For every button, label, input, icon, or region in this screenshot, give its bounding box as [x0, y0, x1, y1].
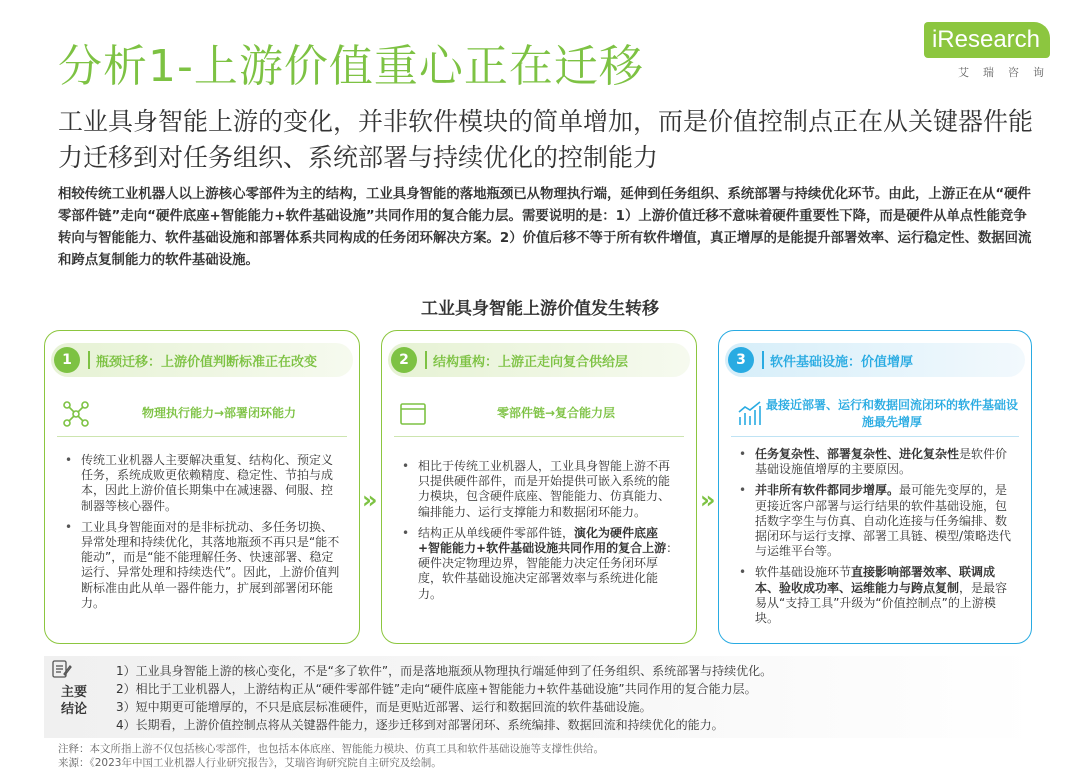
- bullet-item: • 工业具身智能面对的是非标扰动、多任务切换、异常处理和持续优化，其落地瓶颈不再只是“能不能动”，而是“能不能理解任务、快速部署、稳定运行、异常处理和持续迭代”。因此，上游价值判断标准由此从单一器件能力，扩展到部署闭环能力。: [65, 520, 343, 611]
- bullet-list: [739, 447, 1015, 632]
- conclusion-list: [116, 662, 772, 734]
- column-subheading: 最接近部署、运行和数据回流闭环的软件基础设施最先增厚: [765, 397, 1018, 429]
- column-subheading: 零部件链→复合能力层: [496, 406, 616, 420]
- step-number: 3: [728, 347, 754, 373]
- section-title: 工业具身智能上游价值发生转移: [421, 299, 659, 319]
- divider: [425, 351, 427, 369]
- bullet-item: • 传统工业机器人主要解决重复、结构化、预定义任务，系统成败更依赖精度、稳定性、节拍与成本，因此上游价值长期集中在减速器、伺服、控制器等核心器件。: [65, 453, 343, 514]
- column-subheader: [731, 391, 1019, 437]
- double-chevron-icon: »: [362, 486, 378, 514]
- column-header: [51, 343, 353, 377]
- logo-brand: iResearch: [924, 22, 1050, 58]
- bullet-text: 是软件价基础设施值增厚的主要原因。: [755, 447, 1008, 477]
- conclusion-item: 3）短中期更可能增厚的，不只是底层标准硬件，而是更贴近部署、运行和数据回流的软件基础设施。: [116, 700, 652, 714]
- logo-sub: 艾瑞咨询: [958, 66, 1058, 79]
- conclusion-box: [44, 656, 1038, 738]
- column-subheader: [394, 391, 684, 437]
- bullet-item: [739, 483, 1015, 559]
- column-subheading: 物理执行能力→部署闭环能力: [141, 406, 297, 420]
- conclusion-item: 2）相比于工业机器人，上游结构正从“硬件零部件链”走向“硬件底座+智能能力+软件基础设施”共同作用的复合能力层。: [116, 682, 757, 696]
- window-icon: [398, 399, 428, 429]
- conclusion-item: 4）长期看，上游价值控制点将从关键器件能力，逐步迁移到对部署闭环、系统编排、数据回流和持续优化的能力。: [116, 718, 724, 732]
- divider: [762, 351, 764, 369]
- page-title: 分析1-上游价值重心正在迁移: [58, 41, 644, 92]
- step-number: 1: [54, 347, 80, 373]
- column-subheader: [57, 391, 347, 437]
- column-heading: 结构重构：上游正走向复合供给层: [433, 354, 629, 370]
- network-icon: [61, 399, 91, 429]
- column-bottleneck-shift: [44, 330, 360, 644]
- column-software-infrastructure: [718, 330, 1032, 644]
- notepad-icon: [50, 658, 72, 680]
- bullet-item: [739, 447, 1015, 477]
- conclusion-label: 主要结论: [60, 685, 87, 717]
- column-header: [388, 343, 690, 377]
- bullet-emphasis: 并非所有软件都同步增厚。: [755, 483, 900, 498]
- bullet-text: 结构正从单线硬件零部件链，: [418, 525, 575, 540]
- bullet-text: 软件基础设施环节: [755, 565, 852, 580]
- bullet-item: [402, 526, 680, 602]
- bar-chart-icon: [735, 399, 765, 429]
- conclusion-item: 1）工业具身智能上游的核心变化，不是“多了软件”，而是落地瓶颈从物理执行端延伸到了任务组织、系统部署与持续优化。: [116, 664, 773, 678]
- intro-paragraph: 相较传统工业机器人以上游核心零部件为主的结构，工业具身智能的落地瓶颈已从物理执行端，延伸到任务组织、系统部署与持续优化环节。由此，上游正在从“硬件零部件链”走向“硬件底座+智能能力+软件基础设施”共同作用的复合能力层。需要说明的是：1）上游价值迁移不意味着硬件重要性下降，而是硬件从单点性能竞争转向与智能能力、软件基础设施和部署体系共同构成的任务闭环解决方案。2）价值后移不等于所有软件增值，真正增厚的是能提升部署效率、运行稳定性、数据回流和跨点复制能力的软件基础设施。: [58, 187, 1032, 268]
- bullet-emphasis: 直接影响部署效率、联调成本、验收成功率、运维能力与跨点复制: [755, 565, 996, 595]
- footer-source: 来源：《2023年中国工业机器人行业研究报告》，艾瑞咨询研究院自主研究及绘制。: [58, 757, 442, 769]
- column-structure-rebuild: [381, 330, 697, 644]
- bullet-emphasis: 任务复杂性、部署复杂性、进化复杂性: [755, 447, 960, 461]
- footer: [58, 742, 604, 770]
- page-subtitle: 工业具身智能上游的变化，并非软件模块的简单增加，而是价值控制点正在从关键器件能力迁移到对任务组织、系统部署与持续优化的控制能力: [58, 107, 1034, 172]
- bullet-list: [65, 453, 343, 617]
- bullet-item: • 相比于传统工业机器人，工业具身智能上游不再只提供硬件部件，而是开始提供可嵌入系统的能力模块，包含硬件底座、智能能力、仿真能力、编排能力、运行支撑能力和数据闭环能力。: [402, 459, 680, 520]
- bullet-list: [402, 459, 680, 608]
- column-heading: 瓶颈迁移：上游价值判断标准正在改变: [96, 354, 318, 370]
- step-number: 2: [391, 347, 417, 373]
- bullet-text: 最可能先变厚的，是更接近客户部署与运行结果的软件基础设施，包括数字孪生与仿真、自动化连接与任务编排、数据闭环与运行支撑、部署工具链、模型/策略迭代与运维平台等。: [755, 483, 1012, 559]
- double-chevron-icon: »: [700, 486, 716, 514]
- bullet-item: [739, 565, 1015, 626]
- column-header: [725, 343, 1025, 377]
- iresearch-logo: [924, 22, 1058, 80]
- bullet-emphasis: 演化为硬件底座+智能能力+软件基础设施共同作用的复合上游: [418, 525, 667, 556]
- footer-note: 注释：本文所指上游不仅包括核心零部件，也包括本体底座、智能能力模块、仿真工具和软件基础设施等支撑性供给。: [58, 743, 604, 755]
- bullet-text: ：硬件决定物理边界，智能能力决定任务闭环厚度，软件基础设施决定部署效率与系统进化能力。: [418, 541, 679, 601]
- column-heading: 软件基础设施：价值增厚: [770, 354, 914, 370]
- bullet-text: ，是最容易从“支持工具”升级为“价值控制点”的上游模块。: [755, 580, 1008, 626]
- divider: [88, 351, 90, 369]
